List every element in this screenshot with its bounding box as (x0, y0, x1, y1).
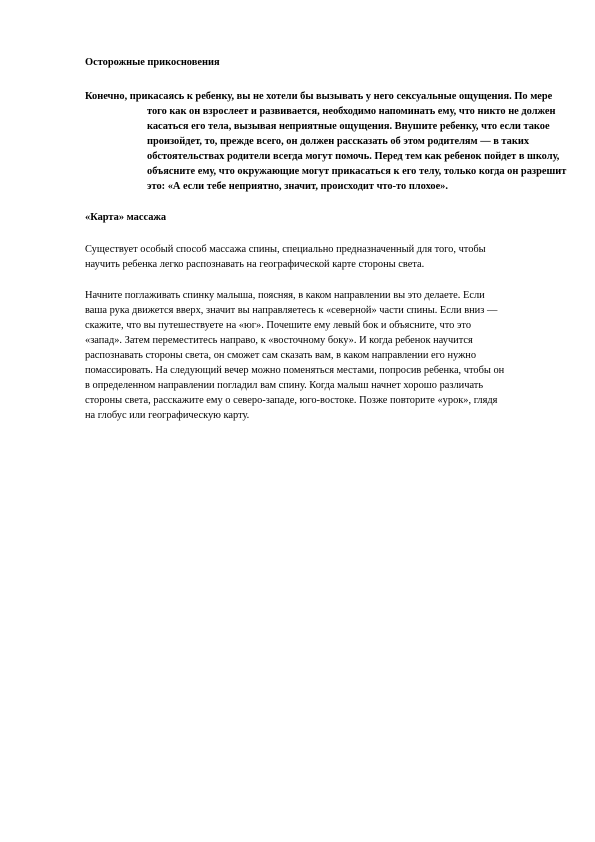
paragraph-massage-intro: Существует особый способ массажа спины, специально предназначенный для того, чтобы научить ребенка легко распознавать на географической карте стороны света. (85, 244, 486, 270)
section-title-massage-map: «Карта» массажа (85, 212, 167, 223)
section-title-careful-touches: Осторожные прикосновения (85, 57, 220, 68)
section-body-careful-touches: Конечно, прикасаясь к ребенку, вы не хотели бы вызывать у него сексуальные ощущения. По мере того как он взрослеет и развивается, необходимо напоминать ему, что никто не должен касаться его тела, вызывая неприятные ощущения. Внушите ребенку, что если такое произойдет, то, прежде всего, он должен рассказать об этом родителям — в таких обстоятельствах родители всегда могут помочь. Перед тем как ребенок пойдет в школу, объясните ему, что окружающие могут прикасаться к его телу, только когда он разрешит это: «А если тебе неприятно, значит, происходит что-то плохое». (85, 91, 567, 192)
paragraph-massage-instructions: Начните поглаживать спинку малыша, поясняя, в каком направлении вы это делаете. Если ваша рука движется вверх, значит вы направляетесь к «северной» части спины. Если вниз — скажите, что вы путешествуете на «юг». Почешите ему левый бок и объясните, что это «запад». Затем переместитесь направо, к «восточному боку». И когда ребенок научится распознавать стороны света, он сможет сам сказать вам, в каком направлении его нужно помассировать. На следующий вечер можно поменяться местами, попросив ребенка, чтобы он в определенном направлении погладил вам спину. Когда малыш начнет хорошо различать стороны света, расскажите ему о северо-западе, юго-востоке. Позже повторите «урок», глядя на глобус или географическую карту. (85, 290, 505, 421)
document-page (85, 55, 567, 439)
